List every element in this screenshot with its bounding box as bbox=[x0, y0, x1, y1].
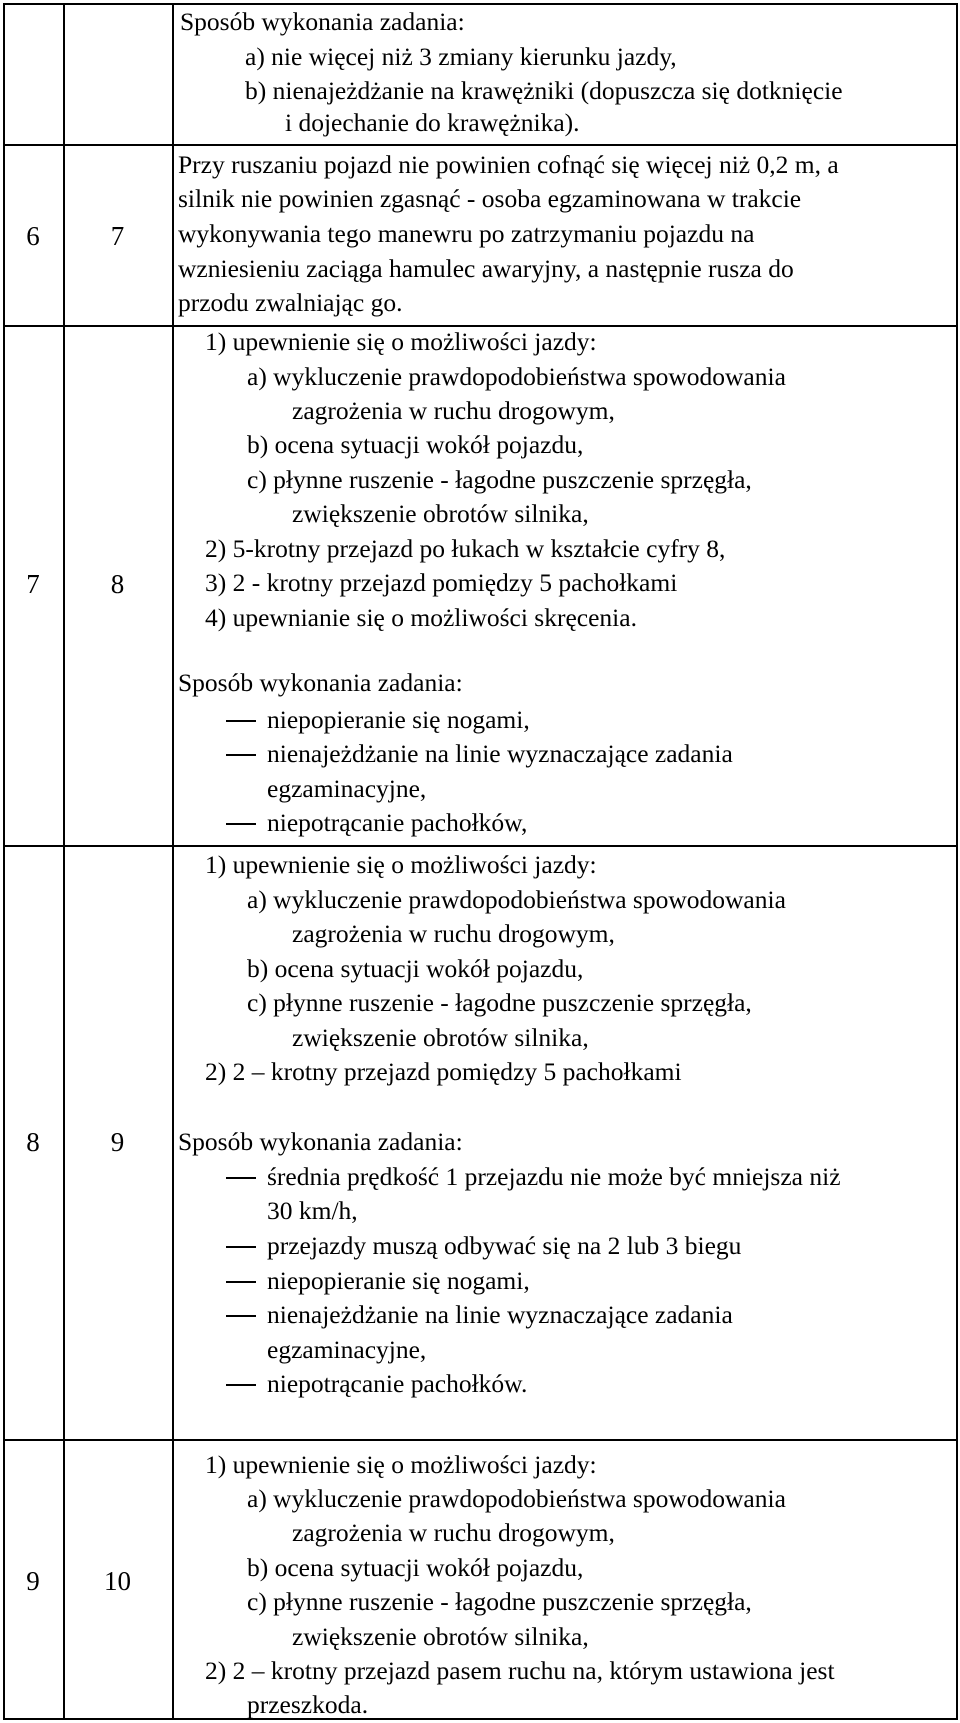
dash-item-continuation: 30 km/h, bbox=[267, 1196, 358, 1225]
row-separator bbox=[3, 144, 958, 146]
table-divider-col1 bbox=[63, 3, 65, 1720]
sub-item-continuation: zagrożenia w ruchu drogowym, bbox=[292, 1518, 615, 1547]
task-number: 8 bbox=[110, 569, 125, 599]
numbered-item-continuation: przeszkoda. bbox=[247, 1690, 369, 1719]
numbered-item: 1) upewnienie się o możliwości jazdy: bbox=[205, 850, 597, 879]
dash-item: nienajeżdżanie na linie wyznaczające zadania bbox=[267, 739, 733, 768]
task-description-line: Przy ruszaniu pojazd nie powinien cofnąć się więcej niż 0,2 m, a bbox=[178, 150, 839, 179]
sub-item-continuation: zwiększenie obrotów silnika, bbox=[292, 499, 589, 528]
dash-item: niepopieranie się nogami, bbox=[267, 1266, 530, 1295]
row-separator bbox=[3, 1439, 958, 1441]
bullet-dash bbox=[226, 1384, 256, 1386]
table-border-bottom bbox=[3, 1718, 958, 1720]
list-item: a) nie więcej niż 3 zmiany kierunku jazdy, bbox=[245, 42, 677, 71]
method-heading: Sposób wykonania zadania: bbox=[178, 1127, 463, 1156]
task-description-line: wykonywania tego manewru po zatrzymaniu pojazdu na bbox=[178, 219, 755, 248]
sub-item-continuation: zwiększenie obrotów silnika, bbox=[292, 1622, 589, 1651]
dash-item-continuation: egzaminacyjne, bbox=[267, 1335, 427, 1364]
numbered-item: 1) upewnienie się o możliwości jazdy: bbox=[205, 327, 597, 356]
dash-item: średnia prędkość 1 przejazdu nie może być mniejsza niż bbox=[267, 1162, 841, 1191]
list-item-continuation: i dojechanie do krawężnika). bbox=[285, 108, 580, 137]
task-description-line: silnik nie powinien zgasnąć - osoba egzaminowana w trakcie bbox=[178, 184, 802, 213]
list-item: b) nienajeżdżanie na krawężniki (dopuszcza się dotknięcie bbox=[245, 76, 843, 105]
bullet-dash bbox=[226, 1281, 256, 1283]
table-divider-col2 bbox=[172, 3, 174, 1720]
task-description-line: wzniesieniu zaciąga hamulec awaryjny, a następnie rusza do bbox=[178, 254, 794, 283]
sub-item: a) wykluczenie prawdopodobieństwa spowodowania bbox=[247, 362, 786, 391]
sub-item-continuation: zagrożenia w ruchu drogowym, bbox=[292, 396, 615, 425]
row-number: 8 bbox=[26, 1127, 40, 1157]
sub-item: c) płynne ruszenie - łagodne puszczenie sprzęgła, bbox=[247, 465, 752, 494]
numbered-item: 2) 2 – krotny przejazd pasem ruchu na, którym ustawiona jest bbox=[205, 1656, 835, 1685]
numbered-item: 2) 5-krotny przejazd po łukach w kształcie cyfry 8, bbox=[205, 534, 726, 563]
sub-item: b) ocena sytuacji wokół pojazdu, bbox=[247, 954, 584, 983]
numbered-item: 4) upewnianie się o możliwości skręcenia. bbox=[205, 603, 637, 632]
task-number: 9 bbox=[110, 1127, 125, 1157]
table-border-right bbox=[956, 3, 958, 1720]
task-description-line: przodu zwalniając go. bbox=[178, 288, 403, 317]
bullet-dash bbox=[226, 1246, 256, 1248]
bullet-dash bbox=[226, 823, 256, 825]
sub-item: a) wykluczenie prawdopodobieństwa spowodowania bbox=[247, 1484, 786, 1513]
bullet-dash bbox=[226, 1177, 256, 1179]
dash-item-continuation: egzaminacyjne, bbox=[267, 774, 427, 803]
bullet-dash bbox=[226, 1315, 256, 1317]
numbered-item: 3) 2 - krotny przejazd pomiędzy 5 pachołkami bbox=[205, 568, 678, 597]
table-border-top bbox=[3, 3, 958, 5]
dash-item: niepotrącanie pachołków, bbox=[267, 808, 528, 837]
dash-item: niepotrącanie pachołków. bbox=[267, 1369, 528, 1398]
sub-item-continuation: zwiększenie obrotów silnika, bbox=[292, 1023, 589, 1052]
dash-item: przejazdy muszą odbywać się na 2 lub 3 biegu bbox=[267, 1231, 742, 1260]
row-number: 7 bbox=[26, 569, 40, 599]
task-number: 10 bbox=[104, 1566, 131, 1596]
row-number: 9 bbox=[26, 1566, 40, 1596]
bullet-dash bbox=[226, 720, 256, 722]
numbered-item: 1) upewnienie się o możliwości jazdy: bbox=[205, 1450, 597, 1479]
sub-item: c) płynne ruszenie - łagodne puszczenie sprzęgła, bbox=[247, 988, 752, 1017]
method-heading: Sposób wykonania zadania: bbox=[178, 668, 463, 697]
row-separator bbox=[3, 845, 958, 847]
sub-item: a) wykluczenie prawdopodobieństwa spowodowania bbox=[247, 885, 786, 914]
sub-item: b) ocena sytuacji wokół pojazdu, bbox=[247, 1553, 584, 1582]
dash-item: nienajeżdżanie na linie wyznaczające zadania bbox=[267, 1300, 733, 1329]
sub-item: c) płynne ruszenie - łagodne puszczenie sprzęgła, bbox=[247, 1587, 752, 1616]
sub-item: b) ocena sytuacji wokół pojazdu, bbox=[247, 430, 584, 459]
method-heading: Sposób wykonania zadania: bbox=[180, 7, 465, 36]
sub-item-continuation: zagrożenia w ruchu drogowym, bbox=[292, 919, 615, 948]
table-border-left bbox=[3, 3, 5, 1720]
bullet-dash bbox=[226, 754, 256, 756]
row-number: 6 bbox=[26, 221, 40, 251]
numbered-item: 2) 2 – krotny przejazd pomiędzy 5 pachołkami bbox=[205, 1057, 682, 1086]
task-number: 7 bbox=[110, 221, 125, 251]
dash-item: niepopieranie się nogami, bbox=[267, 705, 530, 734]
